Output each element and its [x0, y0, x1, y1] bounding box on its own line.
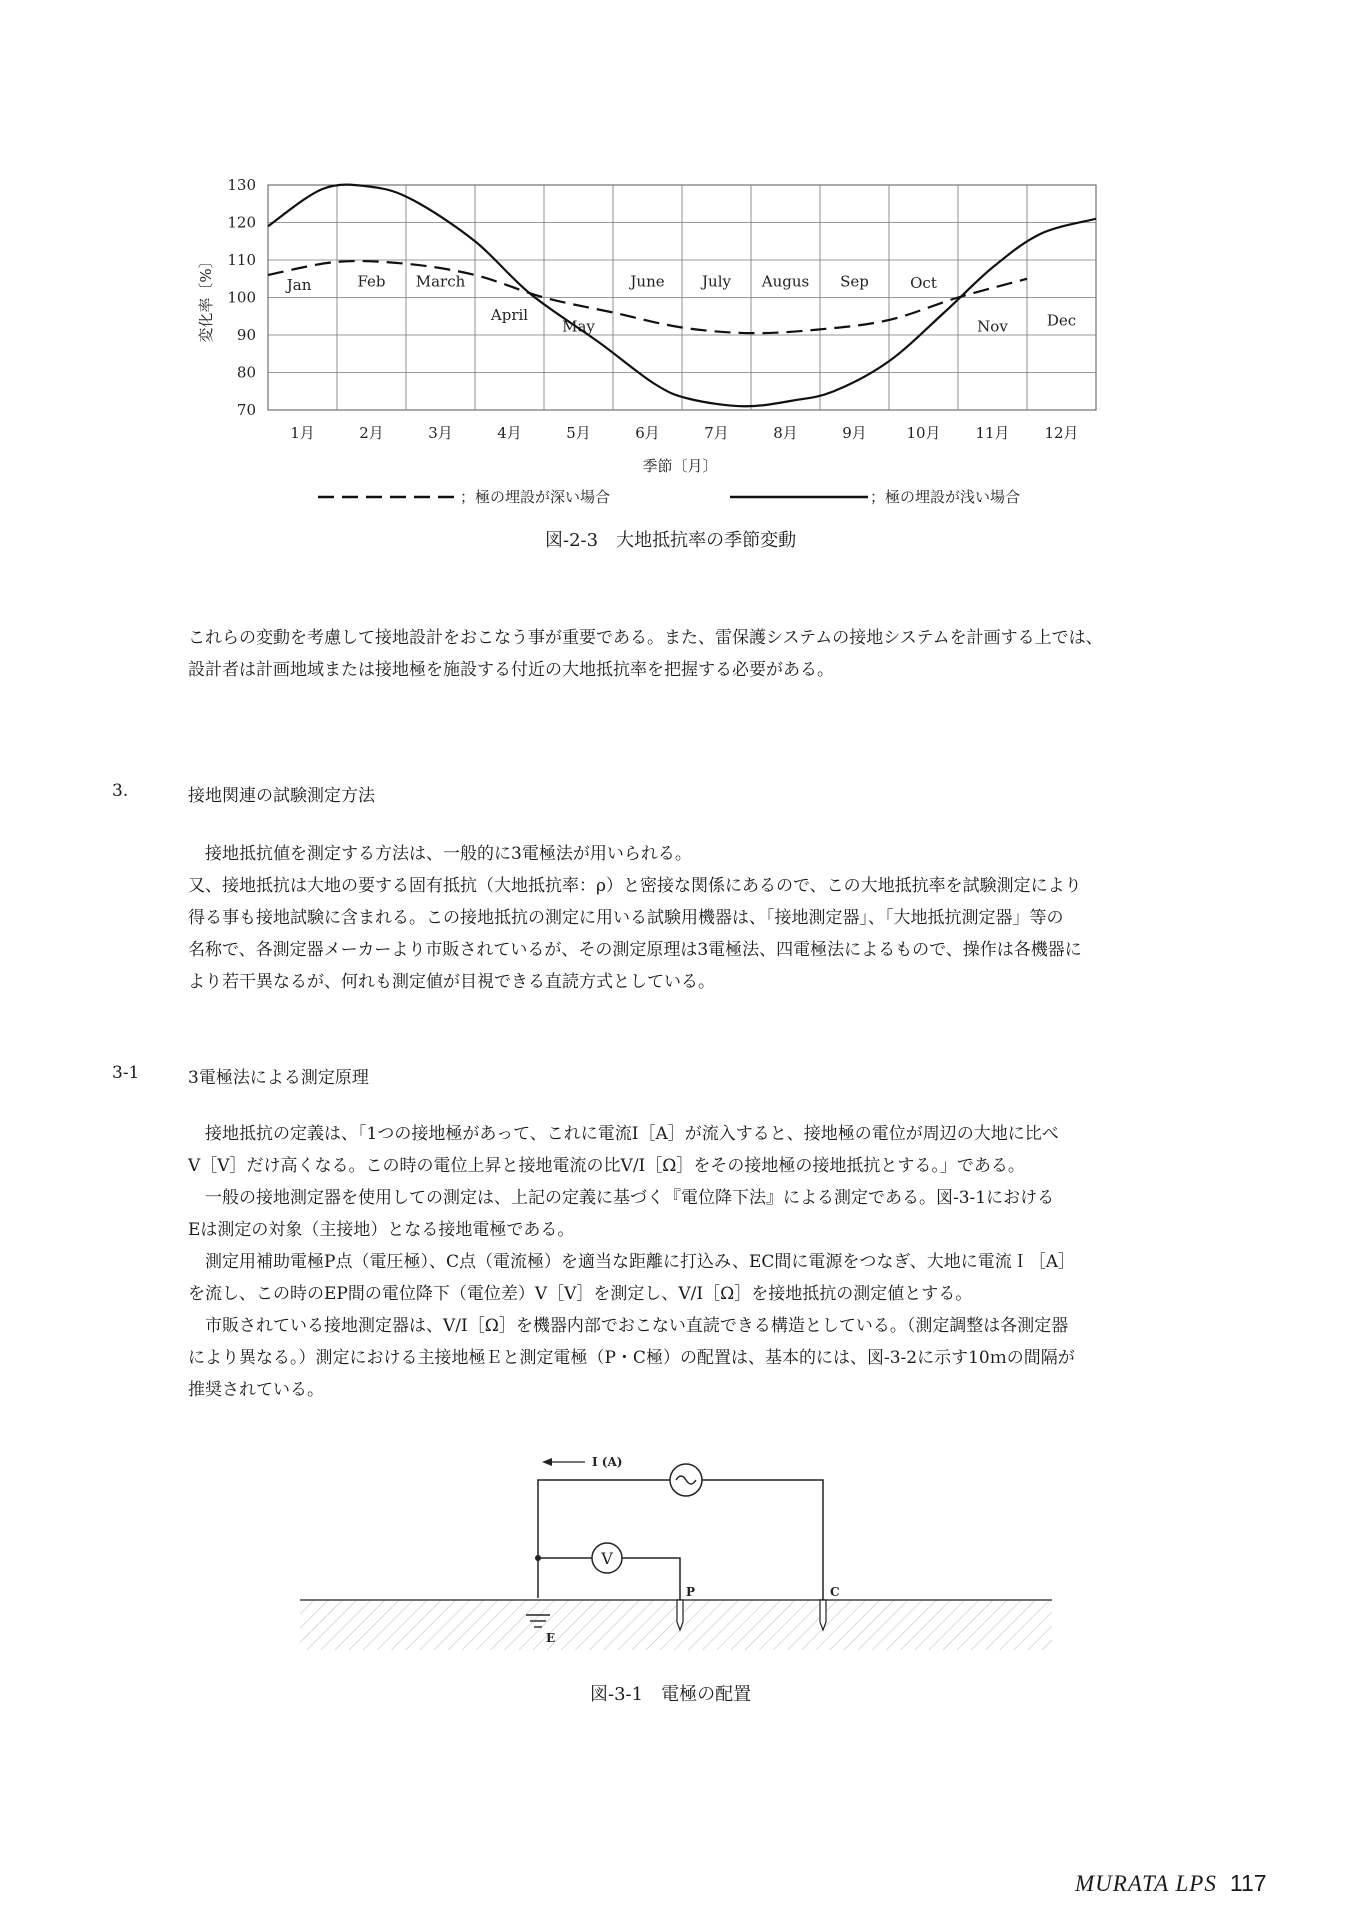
text-line: 市販されている接地測定器は、V/I［Ω］を機器内部でおこない直読できる構造としている。（測定調整は各測定器 [188, 1316, 1069, 1336]
x-tick-label: 1月 [290, 424, 315, 442]
y-tick-label: 100 [227, 288, 256, 307]
legend-solid-label: ；極の埋設が浅い場合 [870, 488, 1021, 506]
text-line: 接地抵抗値を測定する方法は、一般的に3電極法が用いられる。 [188, 844, 692, 864]
c-label: C [830, 1585, 840, 1599]
y-tick-label: 130 [227, 176, 256, 194]
text-line: 測定用補助電極P点（電圧極）、C点（電流極）を適当な距離に打込み、EC間に電源をつなぎ、大地に電流Ｉ［A］ [188, 1252, 1075, 1272]
text-line: これらの変動を考慮して接地設計をおこなう事が重要である。また、雷保護システムの接地システムを計画する上では、 [188, 628, 1103, 648]
chart-grid [268, 185, 1096, 410]
text-line: 得る事も接地試験に含まれる。この接地抵抗の測定に用いる試験用機器は、「接地測定器」、「大地抵抗測定器」等の [188, 908, 1064, 928]
p-electrode [677, 1600, 683, 1630]
paragraph-design-note [188, 622, 1318, 686]
text-line: Eは測定の対象（主接地）となる接地電極である。 [188, 1220, 575, 1240]
text-line: 一般の接地測定器を使用しての測定は、上記の定義に基づく『電位降下法』による測定である。図-3-1における [188, 1188, 1055, 1208]
x-tick-label: 4月 [497, 424, 522, 442]
x-tick-label: 11月 [975, 424, 1010, 442]
seasonal-resistivity-chart [0, 0, 1358, 520]
month-annotation: July [702, 272, 731, 291]
chart-x-ticks [290, 424, 1078, 442]
current-arrow-head [542, 1458, 552, 1466]
y-tick-label: 110 [227, 251, 256, 269]
text-line: 設計者は計画地域または接地極を施設する付近の大地抵抗率を把握する必要がある。 [188, 660, 834, 680]
c-electrode [820, 1600, 826, 1630]
figure-3-1-caption: 図-3-1 電極の配置 [590, 1684, 752, 1705]
figure-2-3-caption: 図-2-3 大地抵抗率の季節変動 [545, 530, 797, 551]
section-3-number: 3. [112, 781, 129, 801]
month-annotation: April [490, 306, 529, 324]
legend-dashed-label: ；極の埋設が深い場合 [460, 488, 611, 506]
x-tick-label: 12月 [1044, 424, 1079, 442]
text-line: V［V］だけ高くなる。この時の電位上昇と接地電流の比V/I［Ω］をその接地極の接地抵抗とする。」である。 [188, 1156, 1025, 1176]
x-tick-label: 2月 [359, 424, 384, 442]
chart-y-ticks [227, 176, 256, 419]
paragraph-measurement-methods [188, 838, 1318, 998]
month-annotation: Dec [1046, 311, 1077, 330]
voltage-circuit-wire-right [622, 1558, 680, 1602]
y-tick-label: 80 [236, 363, 256, 382]
y-tick-label: 120 [227, 213, 256, 232]
voltmeter-label: V [601, 1549, 613, 1568]
footer-brand: MURATA LPS [1075, 1871, 1217, 1896]
text-line: 又、接地抵抗は大地の要する固有抵抗（大地抵抗率：ρ）と密接な関係にあるので、この大地抵抗率を試験測定により [188, 876, 1082, 896]
x-tick-label: 5月 [566, 424, 591, 442]
text-line: により異なる。）測定における主接地極Ｅと測定電極（P・C極）の配置は、基本的には、図-3-2に示す10ｍの間隔が [188, 1348, 1075, 1368]
x-tick-label: 9月 [842, 424, 867, 442]
ground-hatching [300, 1600, 1052, 1650]
text-line: より若干異なるが、何れも測定値が目視できる直読方式としている。 [188, 972, 715, 992]
y-tick-label: 90 [236, 326, 256, 344]
current-label: I (A) [592, 1455, 623, 1469]
y-tick-label: 70 [236, 401, 256, 419]
electrode-arrangement-diagram [290, 1440, 1070, 1660]
section-3-1-number: 3-1 [112, 1063, 140, 1083]
month-annotation: Feb [357, 272, 386, 291]
p-label: P [686, 1585, 696, 1599]
chart-x-axis-label: 季節〔月〕 [642, 457, 718, 475]
text-line: を流し、この時のEP間の電位降下（電位差）V［V］を測定し、V/I［Ω］を接地抵抗の測定値とする。 [188, 1284, 973, 1304]
month-annotation: Augus [761, 272, 810, 291]
text-line: 接地抵抗の定義は、「1つの接地極があって、これに電流I［A］が流入すると、接地極の電位が周辺の大地に比べ [188, 1124, 1059, 1144]
x-tick-label: 7月 [704, 424, 729, 442]
text-line: 名称で、各測定器メーカーより市販されているが、その測定原理は3電極法、四電極法によるもので、操作は各機器に [188, 940, 1082, 960]
month-annotation: May [562, 317, 595, 336]
chart-y-axis-label: 変化率〔%〕 [197, 253, 215, 343]
text-line: 推奨されている。 [188, 1380, 324, 1400]
month-annotation: Jan [286, 276, 312, 294]
x-tick-label: 3月 [428, 424, 453, 442]
x-tick-label: 10月 [906, 424, 941, 442]
x-tick-label: 6月 [635, 424, 660, 442]
month-annotation: Oct [910, 274, 937, 293]
current-circuit-wire [538, 1480, 670, 1598]
page-number: 117 [1229, 1870, 1267, 1896]
chart-month-annotations [285, 272, 1076, 335]
section-3-1-title: 3電極法による測定原理 [188, 1068, 369, 1088]
current-circuit-wire-right [702, 1480, 823, 1602]
page-footer [1075, 1870, 1267, 1897]
month-annotation: Nov [977, 317, 1008, 336]
x-tick-label: 8月 [773, 424, 798, 442]
section-3-title: 接地関連の試験測定方法 [188, 786, 375, 806]
month-annotation: March [415, 272, 466, 291]
e-label: E [546, 1631, 556, 1645]
paragraph-three-electrode-principle [188, 1118, 1318, 1406]
month-annotation: June [630, 272, 665, 291]
month-annotation: Sep [840, 272, 869, 291]
